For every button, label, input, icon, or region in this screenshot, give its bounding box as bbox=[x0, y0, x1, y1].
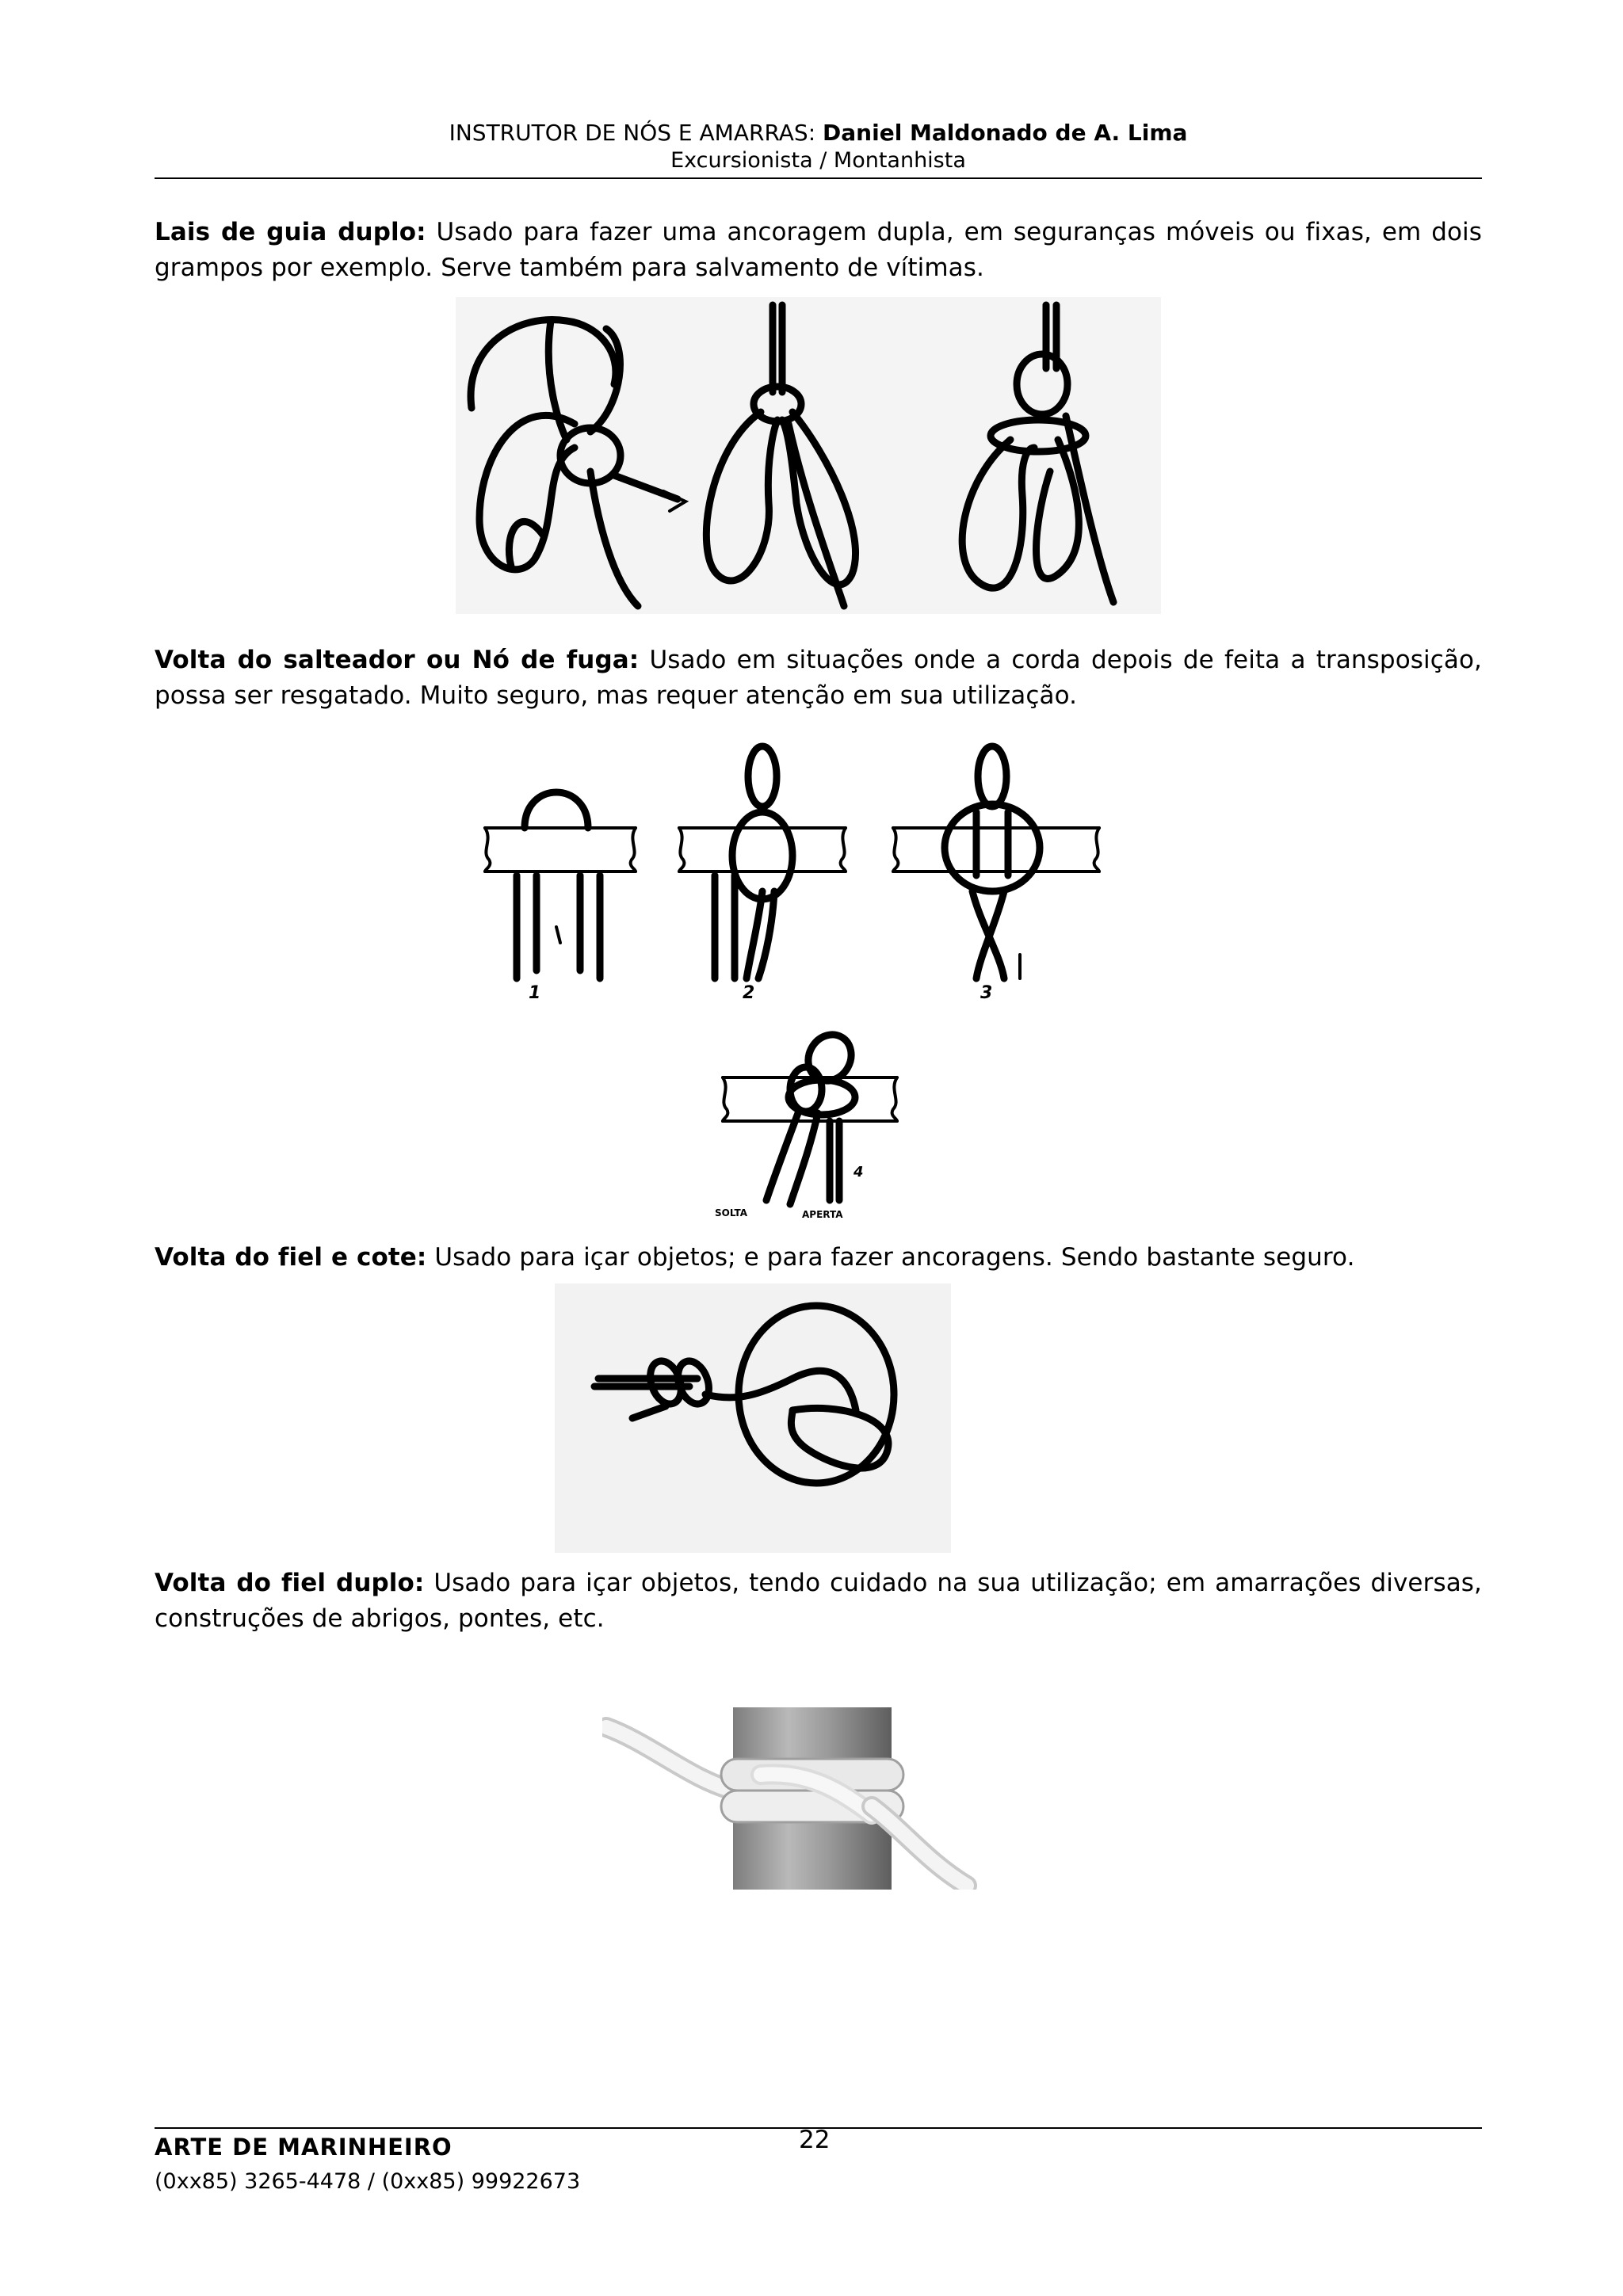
step-label: 3 bbox=[980, 983, 993, 1003]
section-text: Usado para içar objetos, tendo cuidado na sua utilização; em amarrações diversas, construções de abrigos, pontes, etc. bbox=[155, 1569, 1483, 1633]
section-volta-do-fiel-e-cote bbox=[155, 1240, 1482, 1276]
header-rule bbox=[155, 177, 1482, 179]
header-subtitle: Excursionista / Montanhista bbox=[670, 148, 966, 173]
step-label: 4 bbox=[854, 1164, 864, 1180]
section-term: Volta do salteador ou Nó de fuga: bbox=[155, 646, 640, 674]
footer-title: ARTE DE MARINHEIRO bbox=[155, 2134, 453, 2161]
section-lais-de-guia-duplo bbox=[155, 215, 1482, 286]
label-aperta: APERTA bbox=[802, 1209, 843, 1220]
section-term: Volta do fiel e cote: bbox=[155, 1243, 427, 1272]
header-prefix: INSTRUTOR DE NÓS E AMARRAS: bbox=[449, 120, 816, 146]
page-number: 22 bbox=[799, 2126, 831, 2154]
figure-volta-do-fiel-e-cote bbox=[555, 1283, 951, 1553]
figure-volta-do-fiel-duplo bbox=[602, 1703, 984, 1890]
figure-lais-de-guia-duplo bbox=[456, 297, 1161, 614]
section-term: Lais de guia duplo: bbox=[155, 218, 426, 246]
header-author: Daniel Maldonado de A. Lima bbox=[823, 120, 1188, 146]
section-text: Usado para fazer uma ancoragem dupla, em seguranças móveis ou fixas, em dois grampos por exemplo. Serve também para salvamento de vítimas. bbox=[155, 218, 1482, 282]
section-volta-do-salteador bbox=[155, 643, 1482, 714]
figure-volta-do-salteador bbox=[481, 717, 1107, 1232]
label-solta: SOLTA bbox=[715, 1207, 748, 1219]
step-label: 1 bbox=[529, 983, 541, 1003]
header-title bbox=[155, 119, 1482, 147]
section-text: Usado para içar objetos; e para fazer ancoragens. Sendo bastante seguro. bbox=[426, 1243, 1355, 1272]
section-volta-do-fiel-duplo bbox=[155, 1566, 1482, 1637]
step-label: 2 bbox=[743, 983, 755, 1003]
section-term: Volta do fiel duplo: bbox=[155, 1569, 425, 1597]
footer-phone: (0xx85) 3265-4478 / (0xx85) 99922673 bbox=[155, 2169, 581, 2194]
section-text: Usado em situações onde a corda depois de feita a transposição, possa ser resgatado. Muito seguro, mas requer atenção em sua utilização. bbox=[155, 646, 1482, 710]
